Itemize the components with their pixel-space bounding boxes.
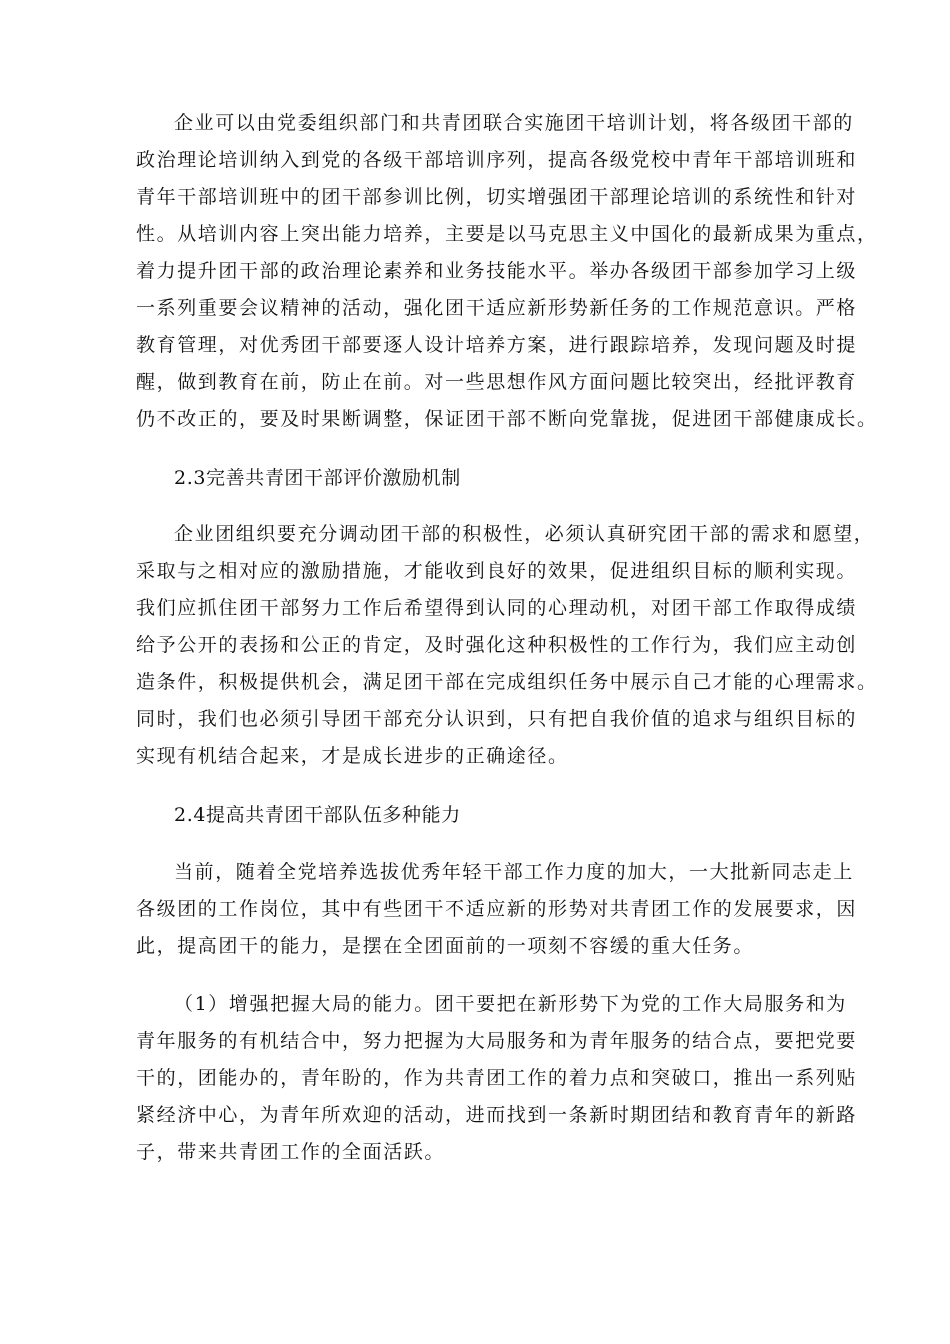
paragraph-line: 青年干部培训班中的团干部参训比例，切实增强团干部理论培训的系统性和针对 [136,186,858,208]
paragraph-line: 干的，团能办的，青年盼的，作为共青团工作的着力点和突破口，推出一系列贴 [136,1067,858,1089]
paragraph-line: 政治理论培训纳入到党的各级干部培训序列，提高各级党校中青年干部培训班和 [136,149,858,171]
paragraph-line: 青年服务的有机结合中，努力把握为大局服务和为青年服务的结合点，要把党要 [136,1030,858,1052]
paragraph-line: 造条件，积极提供机会，满足团干部在完成组织任务中展示自己才能的心理需求。 [136,671,878,693]
paragraph-line: 紧经济中心，为青年所欢迎的活动，进而找到一条新时期团结和教育青年的新路 [136,1104,858,1126]
paragraph-line: 企业可以由党委组织部门和共青团联合实施团干培训计划，将各级团干部的 [174,112,854,134]
paragraph-line: 醒，做到教育在前，防止在前。对一些思想作风方面问题比较突出，经批评教育 [136,371,858,393]
paragraph-line: 给予公开的表扬和公正的肯定，及时强化这种积极性的工作行为，我们应主动创 [136,634,858,656]
paragraph-line: 性。从培训内容上突出能力培养，主要是以马克思主义中国化的最新成果为重点， [136,223,878,245]
paragraph-line: 此，提高团干的能力，是摆在全团面前的一项刻不容缓的重大任务。 [136,935,755,957]
paragraph-line: 采取与之相对应的激励措施，才能收到良好的效果，促进组织目标的顺利实现。 [136,560,858,582]
paragraph-line: 企业团组织要充分调动团干部的积极性，必须认真研究团干部的需求和愿望， [174,523,875,545]
paragraph-line: 实现有机结合起来，才是成长进步的正确途径。 [136,745,569,767]
section-heading-text: 2.4提高共青团干部队伍多种能力 [174,804,461,826]
paragraph-line: 子，带来共青团工作的全面活跃。 [136,1141,446,1163]
paragraph-line: 同时，我们也必须引导团干部充分认识到，只有把自我价值的追求与组织目标的 [136,708,858,730]
paragraph-line: 教育管理，对优秀团干部要逐人设计培养方案，进行跟踪培养，发现问题及时提 [136,334,858,356]
paragraph-line: 着力提升团干部的政治理论素养和业务技能水平。举办各级团干部参加学习上级 [136,260,858,282]
paragraph-line: 我们应抓住团干部努力工作后希望得到认同的心理动机，对团干部工作取得成绩 [136,597,858,619]
paragraph-line: （1）增强把握大局的能力。团干要把在新形势下为党的工作大局服务和为 [174,993,847,1015]
paragraph-line: 各级团的工作岗位，其中有些团干不适应新的形势对共青团工作的发展要求，因 [136,898,858,920]
paragraph-line: 仍不改正的，要及时果断调整，保证团干部不断向党靠拢，促进团干部健康成长。 [136,408,878,430]
paragraph-line: 一系列重要会议精神的活动，强化团干适应新形势新任务的工作规范意识。严格 [136,297,858,319]
paragraph-line: 当前，随着全党培养选拔优秀年轻干部工作力度的加大，一大批新同志走上 [174,861,854,883]
section-heading-text: 2.3完善共青团干部评价激励机制 [174,467,461,489]
